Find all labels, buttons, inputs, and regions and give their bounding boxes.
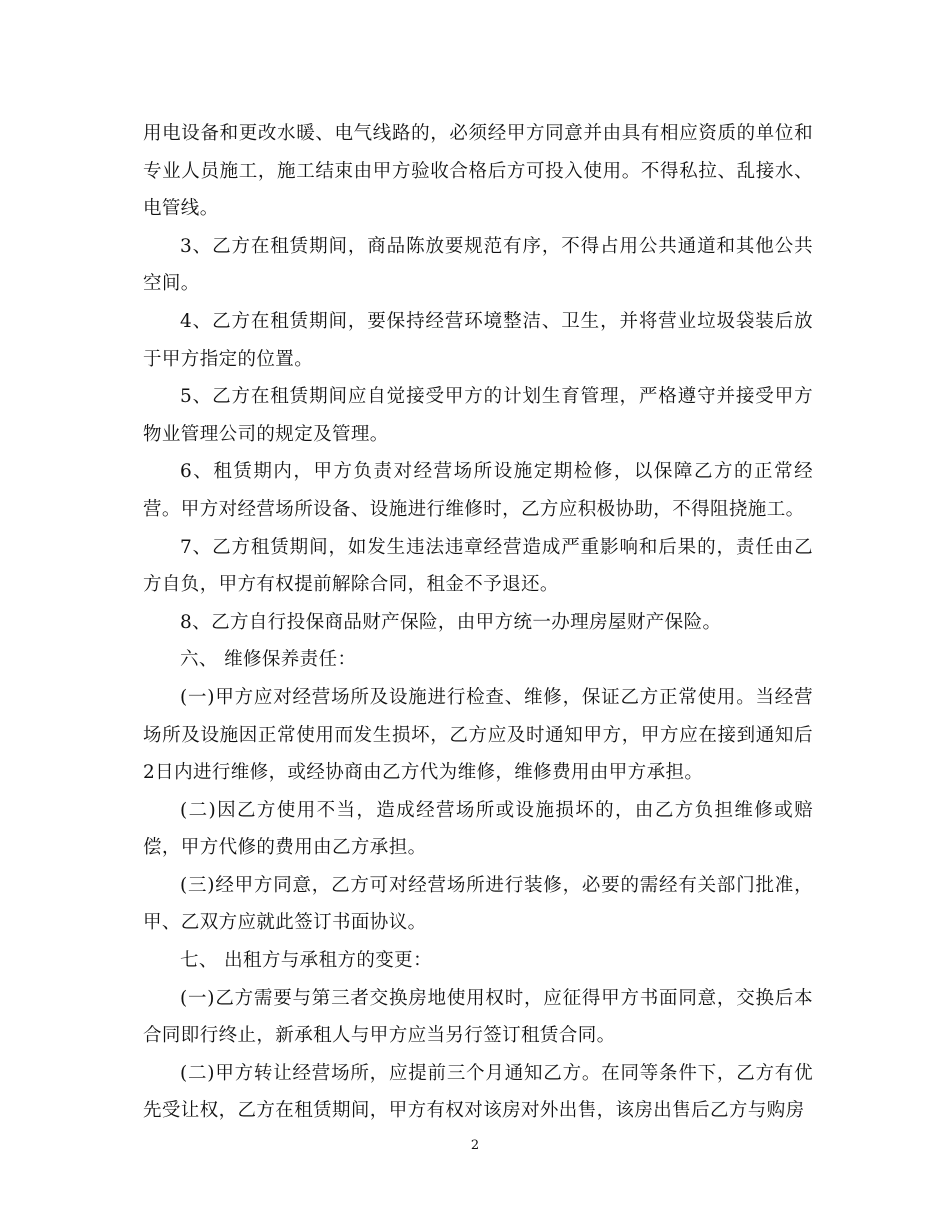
paragraph-clause-6: 6、租赁期内，甲方负责对经营场所设施定期检修，以保障乙方的正常经营。甲方对经营场所设备、设施进行维修时，乙方应积极协助，不得阻挠施工。 [143, 461, 813, 520]
paragraph-clause-7: 7、乙方租赁期间，如发生违法违章经营造成严重影响和后果的，责任由乙方自负，甲方有权提前解除合同，租金不予退还。 [143, 536, 813, 596]
section-heading-party-change: 七、 出租方与承租方的变更： [180, 950, 432, 972]
paragraph-clause-4: 4、乙方在租赁期间，要保持经营环境整洁、卫生，并将营业垃圾袋装后放于甲方指定的位置。 [143, 310, 813, 370]
paragraph-clause-3: 3、乙方在租赁期间，商品陈放要规范有序，不得占用公共通道和其他公共空间。 [143, 235, 813, 295]
paragraph-continuation: 用电设备和更改水暖、电气线路的，必须经甲方同意并由具有相应资质的单位和专业人员施工，施工结束由甲方验收合格后方可投入使用。不得私拉、乱接水、电管线。 [143, 123, 813, 220]
paragraph-clause-8: 8、乙方自行投保商品财产保险，由甲方统一办理房屋财产保险。 [180, 611, 722, 633]
paragraph-clause-5: 5、乙方在租赁期间应自觉接受甲方的计划生育管理，严格遵守并接受甲方物业管理公司的规定及管理。 [143, 386, 813, 445]
paragraph-maintenance-3: (三)经甲方同意，乙方可对经营场所进行装修，必要的需经有关部门批准，甲、乙双方应就此签订书面协议。 [143, 874, 813, 934]
section-heading-maintenance: 六、 维修保养责任： [180, 649, 357, 671]
paragraph-maintenance-2: (二)因乙方使用不当，造成经营场所或设施损坏的，由乙方负担维修或赔偿，甲方代修的费用由乙方承担。 [143, 799, 813, 859]
page-number: 2 [470, 1138, 480, 1153]
document-body [143, 115, 813, 1130]
paragraph-party-change-1: (一)乙方需要与第三者交换房地使用权时，应征得甲方书面同意，交换后本合同即行终止，新承租人与甲方应当另行签订租赁合同。 [143, 987, 813, 1047]
paragraph-maintenance-1: (一)甲方应对经营场所及设施进行检查、维修，保证乙方正常使用。当经营场所及设施因正常使用而发生损坏，乙方应及时通知甲方，甲方应在接到通知后2日内进行维修，或经协商由乙方代为维修，维修费用由甲方承担。 [143, 686, 813, 784]
paragraph-party-change-2: (二)甲方转让经营场所，应提前三个月通知乙方。在同等条件下，乙方有优先受让权，乙方在租赁期间，甲方有权对该房对外出售，该房出售后乙方与购房 [143, 1062, 813, 1122]
